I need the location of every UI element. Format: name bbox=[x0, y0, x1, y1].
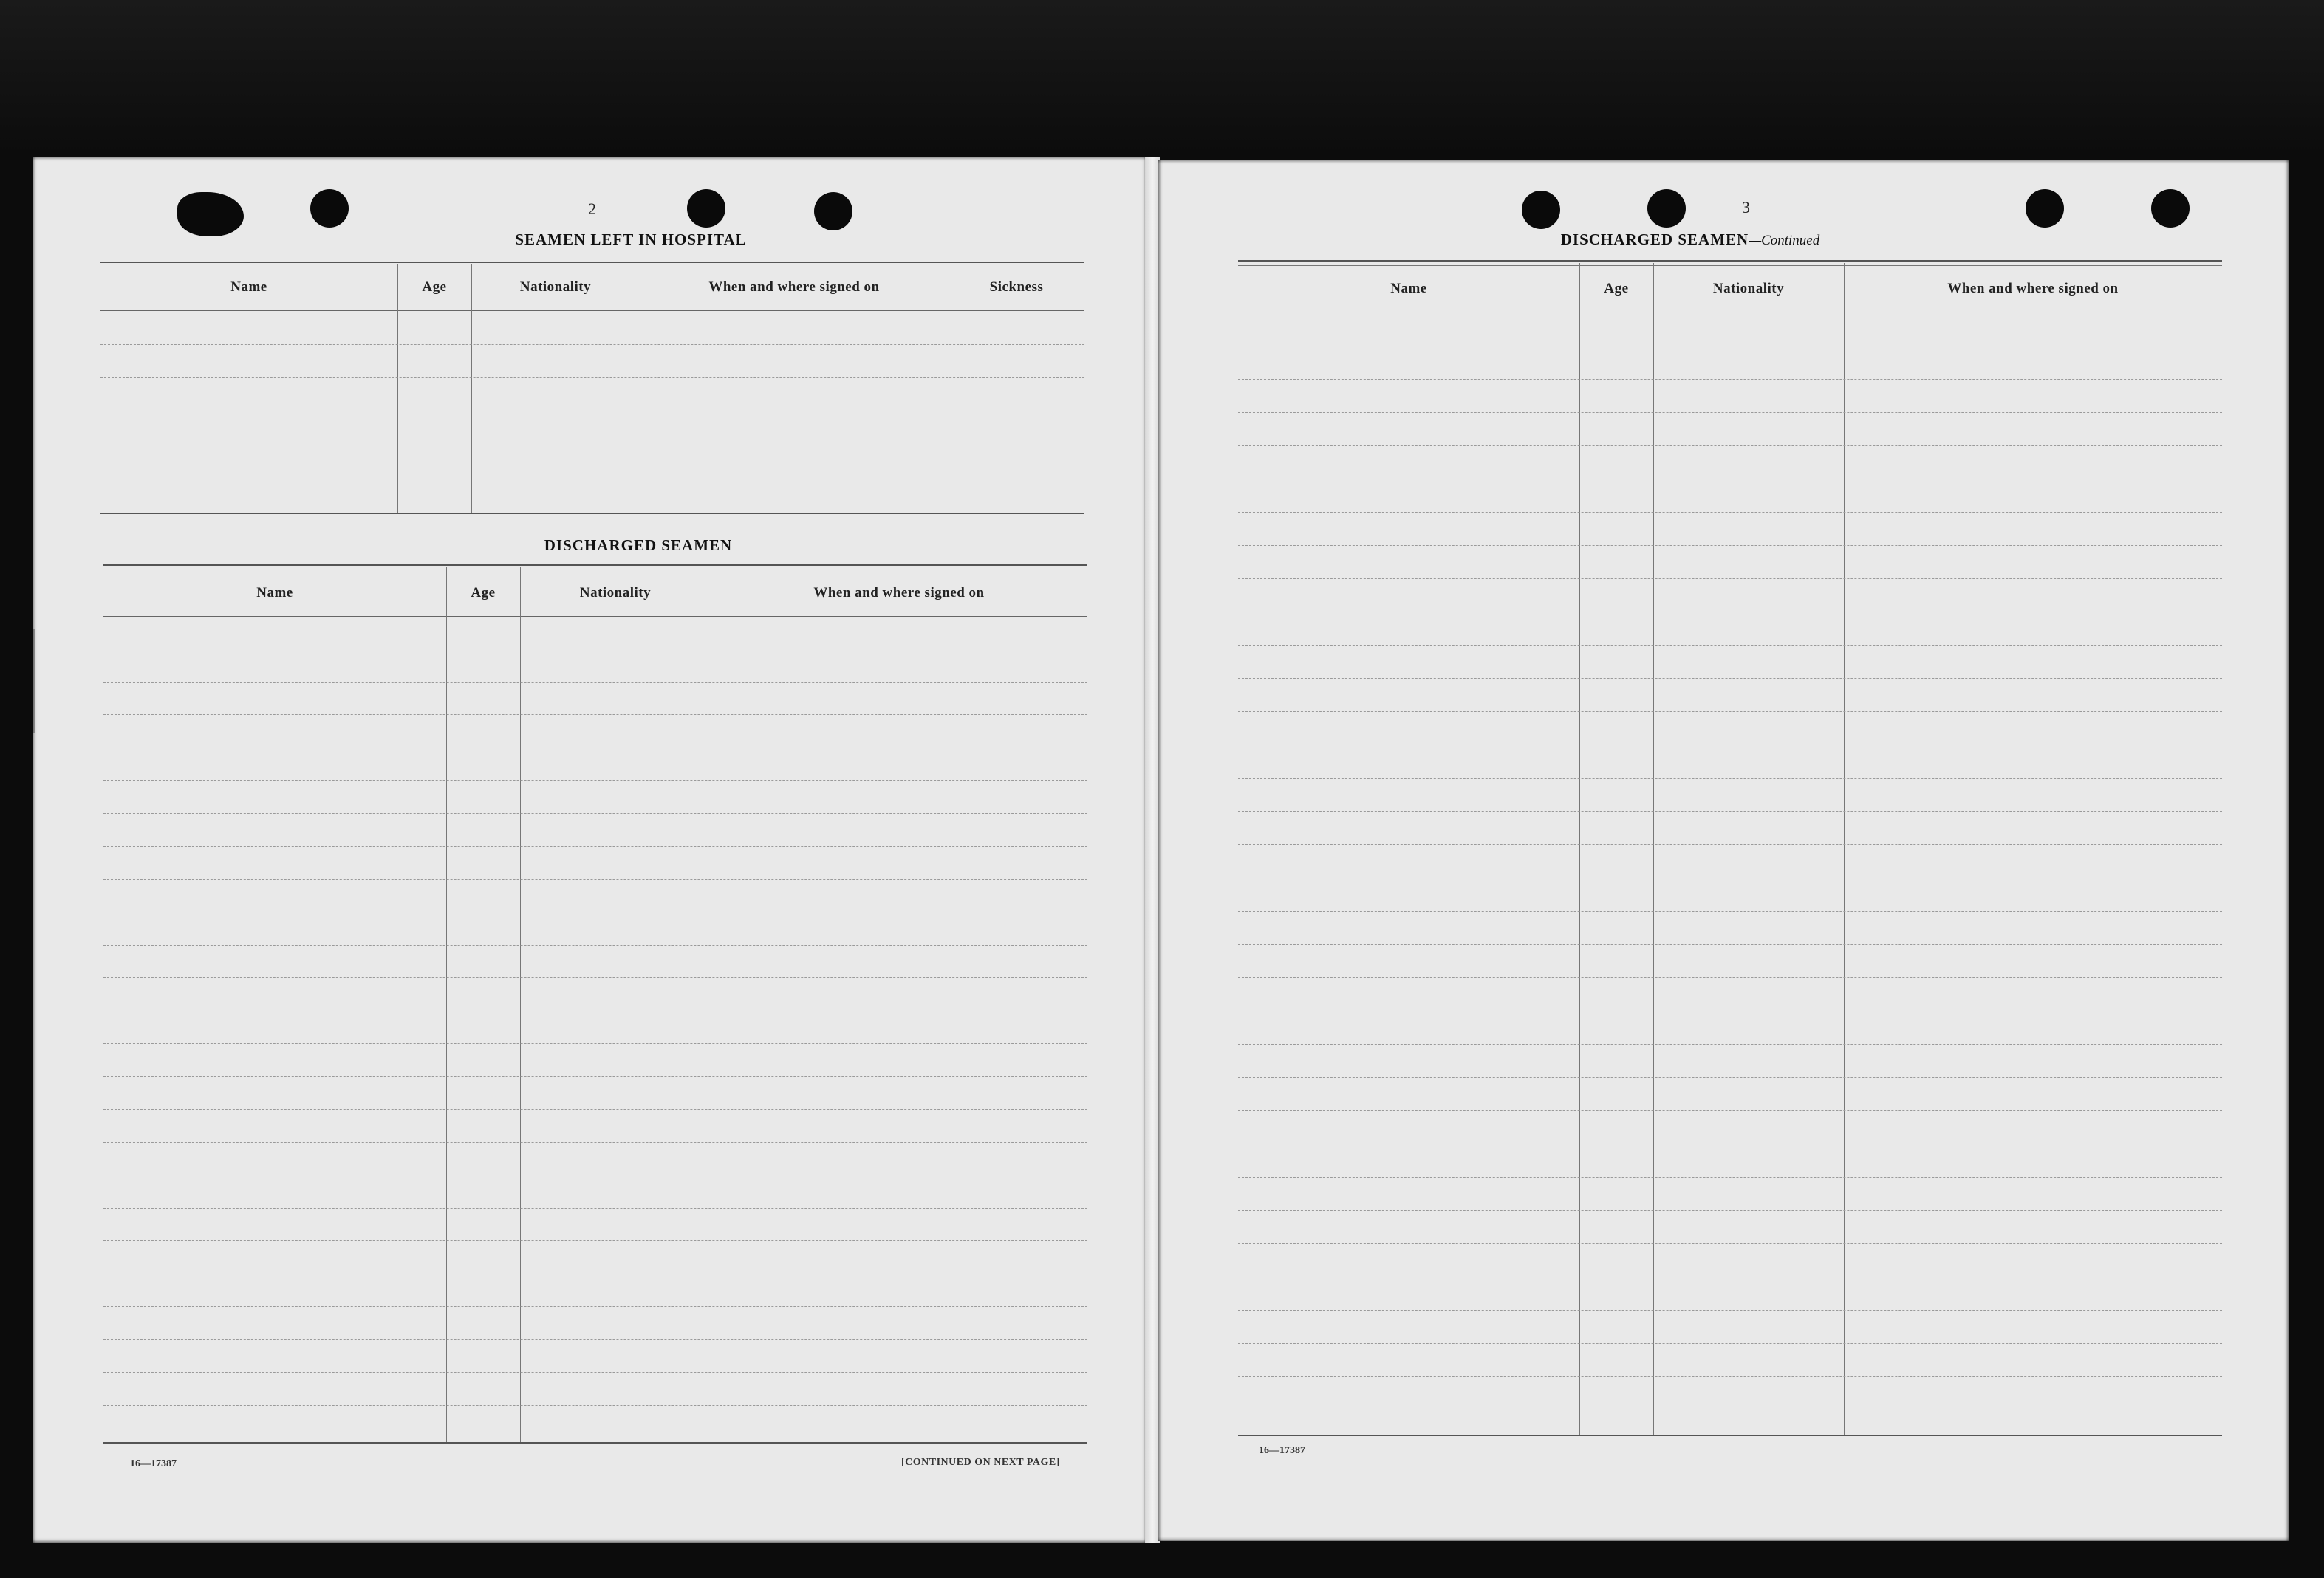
table-row bbox=[1238, 645, 2222, 646]
scan-edge-mark bbox=[33, 629, 35, 733]
column-header-nationality: Nationality bbox=[1712, 281, 1785, 296]
column-header-name: Name bbox=[230, 279, 267, 295]
column-header-age: Age bbox=[471, 585, 496, 601]
column-header-name: Name bbox=[256, 585, 293, 601]
table-row bbox=[1238, 1077, 2222, 1078]
column-header-nationality: Nationality bbox=[519, 279, 592, 295]
table-top-rule bbox=[1238, 260, 2222, 266]
punch-hole bbox=[1647, 189, 1686, 228]
column-header-age: Age bbox=[1604, 281, 1629, 296]
table-row bbox=[1238, 512, 2222, 513]
table-row bbox=[1238, 911, 2222, 912]
table-row bbox=[1238, 379, 2222, 380]
table-row bbox=[103, 780, 1087, 781]
table-row bbox=[103, 1142, 1087, 1143]
table-row bbox=[103, 1043, 1087, 1044]
table-row bbox=[103, 1405, 1087, 1406]
table-bottom-rule bbox=[100, 513, 1084, 514]
column-divider bbox=[397, 264, 398, 514]
table-row bbox=[1238, 811, 2222, 812]
column-header-age: Age bbox=[422, 279, 447, 295]
table-row bbox=[1238, 1177, 2222, 1178]
column-header-signed-on: When and where signed on bbox=[708, 279, 880, 295]
column-divider bbox=[446, 567, 447, 1442]
table-row bbox=[103, 1372, 1087, 1373]
table-row bbox=[103, 1076, 1087, 1077]
table-row bbox=[100, 344, 1084, 345]
column-header-name: Name bbox=[1390, 281, 1427, 296]
table-row bbox=[1238, 1243, 2222, 1244]
table-row bbox=[103, 879, 1087, 880]
column-header-nationality: Nationality bbox=[579, 585, 652, 601]
column-divider bbox=[520, 567, 521, 1442]
table-row bbox=[1238, 412, 2222, 413]
continued-note: [CONTINUED ON NEXT PAGE] bbox=[901, 1457, 1060, 1468]
scanner-background bbox=[0, 0, 2324, 155]
table-row bbox=[103, 1240, 1087, 1241]
punch-hole bbox=[687, 189, 725, 228]
punch-hole bbox=[2026, 189, 2064, 228]
header-rule bbox=[103, 616, 1087, 617]
column-divider bbox=[1653, 263, 1654, 1435]
discharged-continued-title bbox=[1513, 230, 1867, 249]
header-rule bbox=[100, 310, 1084, 311]
hospital-section-title: SEAMEN LEFT IN HOSPITAL bbox=[515, 230, 747, 248]
discharged-continued-title-suffix: —Continued bbox=[1749, 233, 1820, 248]
discharged-continued-title-main: DISCHARGED SEAMEN bbox=[1560, 230, 1749, 248]
table-row bbox=[103, 846, 1087, 847]
column-header-sickness: Sickness bbox=[989, 279, 1044, 295]
table-row bbox=[1238, 944, 2222, 945]
column-divider bbox=[1579, 263, 1580, 1435]
table-row bbox=[1238, 1210, 2222, 1211]
punch-hole bbox=[814, 192, 852, 230]
right-page bbox=[1158, 160, 2289, 1541]
page-gutter bbox=[1145, 157, 1160, 1543]
table-top-rule bbox=[103, 564, 1087, 570]
page-number: 2 bbox=[588, 199, 596, 218]
table-top-rule bbox=[100, 262, 1084, 267]
table-row bbox=[1238, 445, 2222, 446]
table-row bbox=[1238, 778, 2222, 779]
punch-hole bbox=[1522, 191, 1560, 229]
table-row bbox=[103, 977, 1087, 978]
table-row bbox=[103, 945, 1087, 946]
table-row bbox=[103, 1306, 1087, 1307]
table-row bbox=[103, 682, 1087, 683]
discharged-section-title: DISCHARGED SEAMEN bbox=[544, 536, 733, 554]
table-row bbox=[1238, 977, 2222, 978]
table-row bbox=[1238, 1044, 2222, 1045]
column-header-signed-on: When and where signed on bbox=[1947, 281, 2119, 296]
table-row bbox=[100, 377, 1084, 378]
table-row bbox=[1238, 1110, 2222, 1111]
discharged-table bbox=[103, 564, 1087, 1473]
table-row bbox=[1238, 844, 2222, 845]
discharged-continued-table bbox=[1238, 260, 2222, 1442]
table-row bbox=[103, 813, 1087, 814]
page-number: 3 bbox=[1742, 198, 1750, 216]
table-row bbox=[1238, 1310, 2222, 1311]
table-row bbox=[1238, 578, 2222, 579]
form-number: 16—17387 bbox=[130, 1458, 177, 1469]
table-row bbox=[103, 1208, 1087, 1209]
form-number: 16—17387 bbox=[1259, 1445, 1305, 1456]
table-row bbox=[1238, 1376, 2222, 1377]
column-header-signed-on: When and where signed on bbox=[813, 585, 985, 601]
table-row bbox=[1238, 711, 2222, 712]
table-bottom-rule bbox=[103, 1442, 1087, 1444]
table-row bbox=[1238, 678, 2222, 679]
column-divider bbox=[1844, 263, 1845, 1435]
table-row bbox=[1238, 545, 2222, 546]
left-page bbox=[33, 157, 1146, 1543]
table-row bbox=[103, 714, 1087, 715]
punch-hole bbox=[310, 189, 349, 228]
column-divider bbox=[471, 264, 472, 514]
table-row bbox=[103, 1109, 1087, 1110]
table-bottom-rule bbox=[1238, 1435, 2222, 1436]
table-row bbox=[103, 1339, 1087, 1340]
punch-hole bbox=[2151, 189, 2190, 228]
table-row bbox=[1238, 1343, 2222, 1344]
